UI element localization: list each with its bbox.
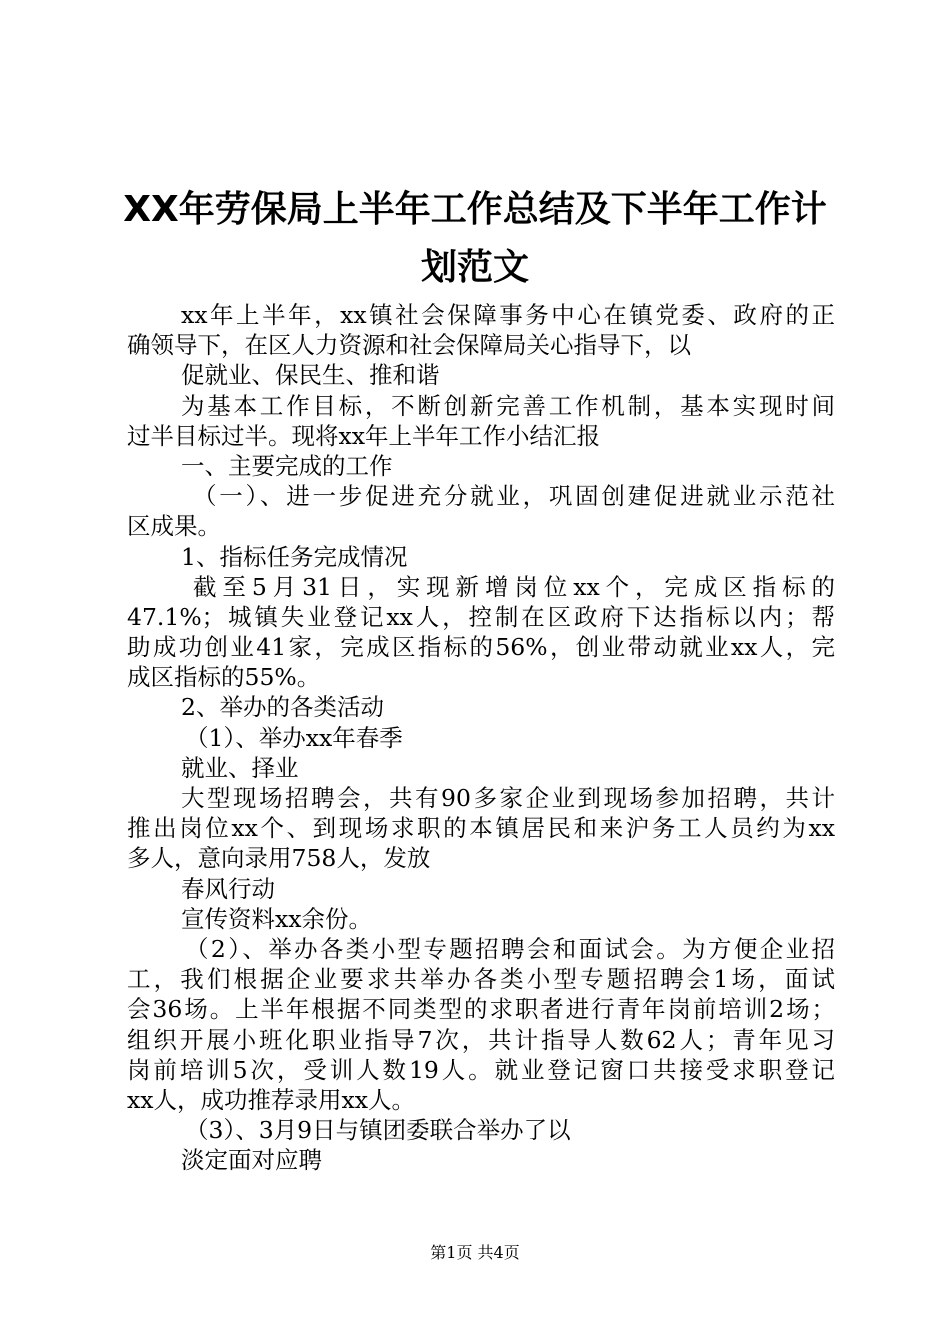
paragraph-line: 多人，意向录用758人，发放 — [127, 844, 431, 873]
paragraph-line: 会36场。上半年根据不同类型的求职者进行青年岗前培训2场； — [127, 995, 835, 1024]
paragraph-line: 推出岗位xx个、到现场求职的本镇居民和来沪务工人员约为xx — [127, 814, 835, 843]
document-title-line-2: 划范文 — [420, 247, 529, 288]
paragraph-line: 促就业、保民生、推和谐 — [181, 361, 440, 390]
paragraph-line: 过半目标过半。现将xx年上半年工作小结汇报 — [127, 421, 601, 450]
page-footer — [0, 1243, 950, 1263]
paragraph-line: 岗前培训5次，受训人数19人。就业登记窗口共接受求职登记 — [127, 1055, 835, 1084]
paragraph-line: 截至5月31日，实现新增岗位xx个，完成区指标的 — [193, 572, 835, 601]
paragraph-line: 大型现场招聘会，共有90多家企业到现场参加招聘，共计 — [181, 784, 835, 812]
paragraph-line: 确领导下，在区人力资源和社会保障局关心指导下，以 — [127, 331, 691, 360]
paragraph-line: 组织开展小班化职业指导7次，共计指导人数62人；青年见习 — [127, 1025, 835, 1054]
subsection-heading: 区成果。 — [127, 512, 221, 541]
document-body — [127, 300, 835, 1175]
section-heading: 一、主要完成的工作 — [181, 451, 393, 480]
paragraph-line: 成区指标的55%。 — [127, 663, 321, 692]
document-title-line-1: XX年劳保局上半年工作总结及下半年工作计 — [123, 189, 827, 230]
subsection-heading: （一）、进一步促进充分就业，巩固创建促进就业示范社 — [193, 482, 835, 511]
paragraph-line: （2）、举办各类小型专题招聘会和面试会。为方便企业招 — [185, 934, 835, 963]
paragraph-line: 助成功创业41家，完成区指标的56%，创业带动就业xx人，完 — [127, 633, 835, 662]
paragraph-line: 春风行动 — [181, 874, 275, 903]
paragraph-line: 47.1%；城镇失业登记xx人，控制在区政府下达指标以内；帮 — [127, 602, 835, 631]
paragraph-line: xx年上半年，xx镇社会保障事务中心在镇党委、政府的正 — [181, 301, 835, 329]
paragraph-line: 就业、择业 — [181, 753, 299, 782]
item-heading: 2、举办的各类活动 — [181, 693, 384, 722]
page-number: 第1页 共4页 — [430, 1243, 520, 1262]
paragraph-line: （3）、3月9日与镇团委联合举办了以 — [185, 1116, 571, 1145]
paragraph-line: 淡定面对应聘 — [181, 1146, 322, 1175]
paragraph-line: （1）、举办xx年春季 — [185, 723, 403, 752]
paragraph-line: 为基本工作目标，不断创新完善工作机制，基本实现时间 — [181, 391, 835, 420]
item-heading: 1、指标任务完成情况 — [181, 542, 408, 571]
paragraph-line: 宣传资料xx余份。 — [181, 904, 373, 933]
paragraph-line: 工，我们根据企业要求共举办各类小型专题招聘会1场，面试 — [127, 965, 835, 994]
paragraph-line: xx人，成功推荐录用xx人。 — [127, 1085, 416, 1114]
